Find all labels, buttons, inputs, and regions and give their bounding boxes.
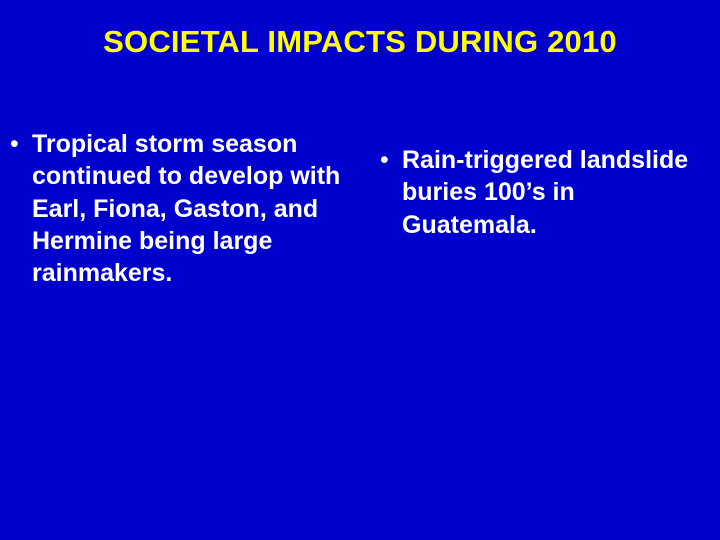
bullet-icon: •: [380, 146, 389, 174]
slide-body: [0, 128, 720, 289]
bullet-text: Rain-triggered landslide buries 100’s in Guatemala.: [402, 146, 689, 239]
page-title: SOCIETAL IMPACTS DURING 2010: [103, 24, 617, 59]
right-column: [372, 128, 720, 241]
bullet-text: Tropical storm season continued to develop with Earl, Fiona, Gaston, and Hermine being large rainmakers.: [32, 130, 341, 287]
list-item: [10, 128, 366, 289]
left-column: [0, 128, 372, 289]
bullet-icon: •: [10, 130, 19, 158]
list-item: [380, 144, 710, 241]
